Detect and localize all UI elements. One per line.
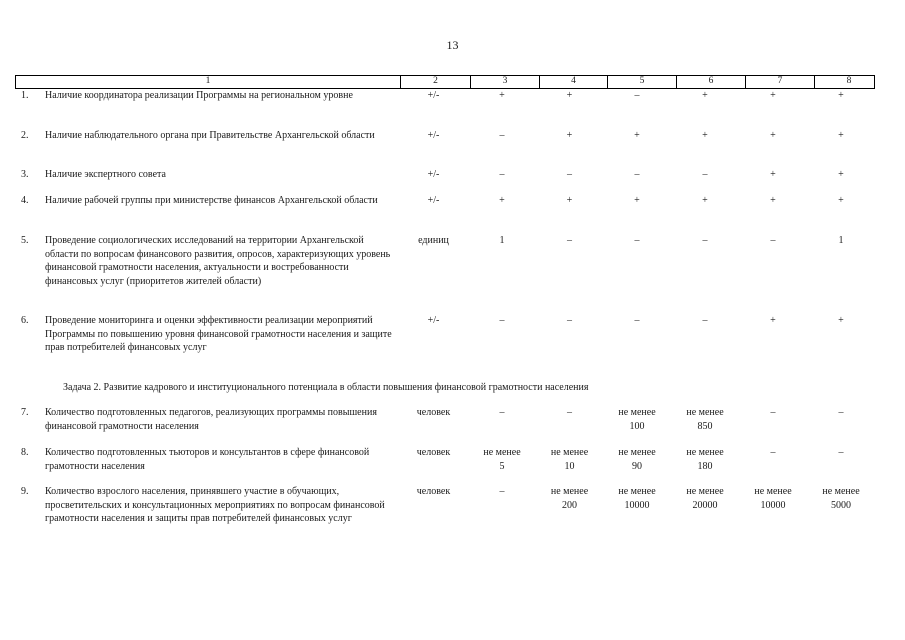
row-unit: +/- (427, 130, 440, 141)
table-row (15, 194, 875, 234)
row-value-8: + (838, 195, 844, 206)
row-text: Проведение мониторинга и оценки эффективности реализации мероприятий Программы по повышению уровня финансовой грамотности населения и защите прав потребителей финансовых услуг (45, 315, 392, 353)
row-value-8: 1 (838, 235, 844, 246)
table-row (15, 89, 875, 129)
row-number: 9. (21, 486, 29, 497)
table-row (15, 485, 875, 545)
row-value-8: – (838, 447, 844, 458)
row-value-3: + (499, 90, 505, 101)
row-value-4: + (566, 130, 573, 141)
page-number: 13 (446, 38, 459, 52)
table-row (15, 446, 875, 485)
header-col-2: 2 (400, 76, 470, 88)
header-col-4: 4 (539, 76, 607, 88)
row-number: 2. (21, 130, 29, 141)
row-value-3: 1 (499, 235, 505, 246)
row-value-5: – (634, 90, 640, 101)
row-value-7: – (770, 407, 776, 418)
table-row (15, 314, 875, 381)
row-value-4: – (567, 169, 572, 180)
row-value-3: + (499, 195, 505, 206)
section-heading-task-2: Задача 2. Развитие кадрового и институционального потенциала в области повышения финансовой грамотности населения (63, 382, 589, 393)
row-unit: человек (416, 486, 451, 497)
header-col-7: 7 (745, 76, 814, 88)
row-value-5: – (634, 315, 640, 326)
row-value-8: + (838, 90, 844, 101)
row-text: Проведение социологических исследований на территории Архангельской области по вопросам финансового развития, опросов, характеризующих уровень финансовой грамотности населения, актуальности и востребованности финансовых услуг (приоритетов жителей области) (45, 235, 391, 287)
row-text: Количество подготовленных педагогов, реализующих программы повышения финансовой грамотности населения (45, 407, 377, 432)
header-col-8: 8 (814, 76, 883, 88)
table-row (15, 234, 875, 314)
row-value-3: – (499, 486, 505, 497)
row-value-7: не менее 10000 (754, 486, 792, 511)
row-value-6: + (702, 130, 708, 141)
table-row (15, 406, 875, 446)
row-unit: человек (416, 447, 451, 458)
row-number: 7. (21, 407, 29, 418)
row-value-8: + (838, 130, 844, 141)
row-value-6: не менее 20000 (686, 486, 724, 511)
row-text: Наличие экспертного совета (45, 169, 166, 180)
row-value-8: не менее 5000 (822, 486, 860, 511)
indicators-table (15, 75, 875, 545)
row-value-7: + (770, 315, 776, 326)
row-value-6: не менее 180 (686, 447, 724, 472)
row-value-3: – (499, 169, 505, 180)
row-value-6: + (702, 195, 708, 206)
row-value-7: – (770, 235, 776, 246)
row-text: Наличие координатора реализации Программы на региональном уровне (45, 90, 353, 101)
row-value-3: не менее 5 (483, 447, 521, 472)
row-value-6: – (702, 169, 708, 180)
row-value-4: – (567, 235, 572, 246)
row-value-7: + (770, 169, 776, 180)
row-value-5: – (634, 169, 640, 180)
row-value-6: + (702, 90, 708, 101)
row-unit: +/- (427, 195, 440, 206)
row-value-6: – (702, 235, 708, 246)
row-number: 6. (21, 315, 29, 326)
row-value-4: – (567, 315, 572, 326)
row-value-4: – (567, 407, 572, 418)
row-number: 3. (21, 169, 29, 180)
row-value-4: + (566, 195, 573, 206)
row-value-6: не менее 850 (686, 407, 724, 432)
row-text: Наличие наблюдательного органа при Правительстве Архангельской области (45, 130, 375, 141)
row-unit: +/- (427, 169, 440, 180)
row-value-3: – (499, 407, 505, 418)
row-value-5: не менее 90 (618, 447, 656, 472)
header-col-5: 5 (607, 76, 676, 88)
table-header (15, 75, 875, 89)
row-value-5: – (634, 235, 640, 246)
row-value-6: – (702, 315, 708, 326)
row-value-5: + (634, 195, 640, 206)
row-unit: единиц (418, 235, 449, 246)
header-col-6: 6 (676, 76, 745, 88)
row-text: Количество взрослого населения, принявшего участие в обучающих, просветительских и консультационных мероприятиях по вопросам финансовой грамотности населения и защиты прав потребителей финансовых услуг (45, 486, 385, 524)
row-unit: +/- (427, 90, 440, 101)
row-value-7: – (770, 447, 776, 458)
row-value-4: не менее 10 (550, 447, 589, 472)
row-value-5: + (634, 130, 640, 141)
row-value-3: – (499, 315, 505, 326)
row-value-4: не менее 200 (550, 486, 589, 511)
row-value-5: не менее 10000 (618, 486, 656, 511)
row-value-7: + (770, 90, 776, 101)
row-number: 8. (21, 447, 29, 458)
row-value-3: – (499, 130, 505, 141)
row-value-5: не менее 100 (618, 407, 656, 432)
row-text: Количество подготовленных тьюторов и консультантов в сфере финансовой грамотности населения (45, 447, 370, 472)
row-text: Наличие рабочей группы при министерстве финансов Архангельской области (45, 195, 378, 206)
row-number: 1. (21, 90, 29, 101)
table-row (15, 129, 875, 168)
row-value-7: + (770, 130, 776, 141)
row-number: 4. (21, 195, 29, 206)
header-col-3: 3 (470, 76, 539, 88)
row-value-4: + (566, 90, 573, 101)
table-row (15, 168, 875, 194)
row-value-8: – (838, 407, 844, 418)
header-col-1: 1 (205, 76, 211, 86)
row-number: 5. (21, 235, 29, 246)
row-value-7: + (770, 195, 776, 206)
row-unit: человек (416, 407, 451, 418)
row-value-8: + (838, 169, 844, 180)
row-unit: +/- (427, 315, 440, 326)
row-value-8: + (838, 315, 844, 326)
